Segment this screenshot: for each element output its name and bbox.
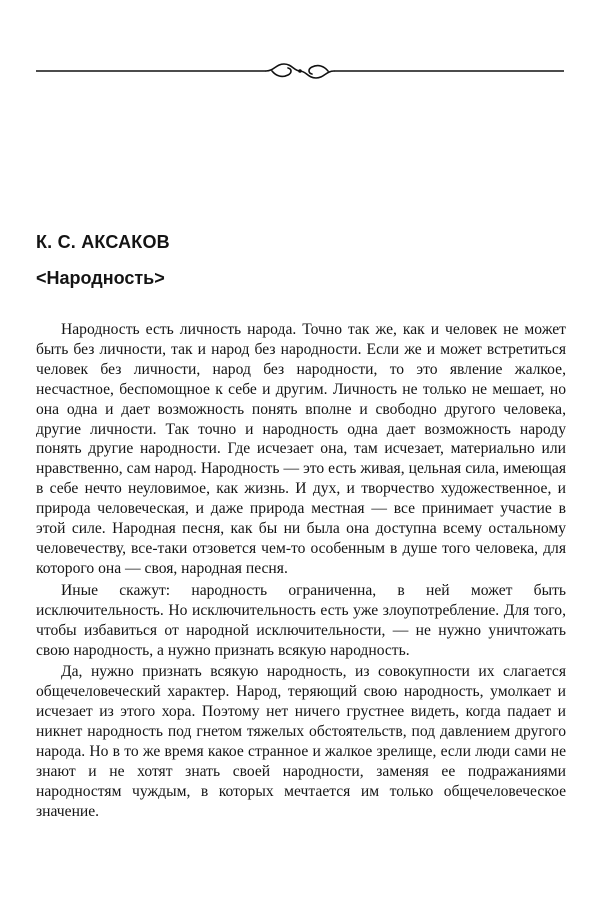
- article-body: [36, 320, 566, 822]
- author-heading: К. С. АКСАКОВ: [36, 232, 170, 252]
- paragraph: Народность есть личность народа. Точно так же, как и человек не может быть без личности, так и народ без народности. Если же и может встретиться человек без личности, народ без народности, то это явление жалкое, несчастное, беспомощное к себе и другим. Личность не только не мешает, но она одна и дает возможность понять вполне и свободно другого человека, другие личности. Так точно и народность одна дает возможность народу понять другие народности. Где исчезает она, там исчезает, материально или нравственно, сам народ. Народность — это есть живая, цельная сила, имеющая в себе нечто неуловимое, как жизнь. И дух, и творчество художественное, и природа человеческая, и даже природа местная — все принимает участие в этой силе. Народная песня, как бы ни была она доступна всему остальному человечеству, все-таки отзовется чем-то особенным в душе того человека, для которого она — своя, народная песня.: [36, 321, 566, 577]
- flourish-icon: [266, 64, 334, 78]
- paragraph: Да, нужно признать всякую народность, из совокупности их слагается общечеловеческий характер. Народ, теряющий свою народность, умолкает и исчезает из этого хора. Поэтому нет ничего грустнее видеть, когда падает и никнет народность под гнетом тяжелых обстоятельств, под давлением другого народа. Но в то же время какое странное и жалкое зрелище, если люди сами не знают и не хотят знать своей народности, заменяя ее подражаниями народностям чуждым, в которых мечтается им только общечеловеческое значение.: [36, 663, 566, 820]
- article-title: <Народность>: [36, 268, 165, 288]
- ornament-divider: [36, 60, 564, 82]
- paragraph: Иные скажут: народность ограниченна, в ней может быть исключительность. Но исключительность есть уже злоупотребление. Для того, чтобы избавиться от народной исключительности, — не нужно уничтожать свою народность, а нужно признать всякую народность.: [36, 581, 566, 659]
